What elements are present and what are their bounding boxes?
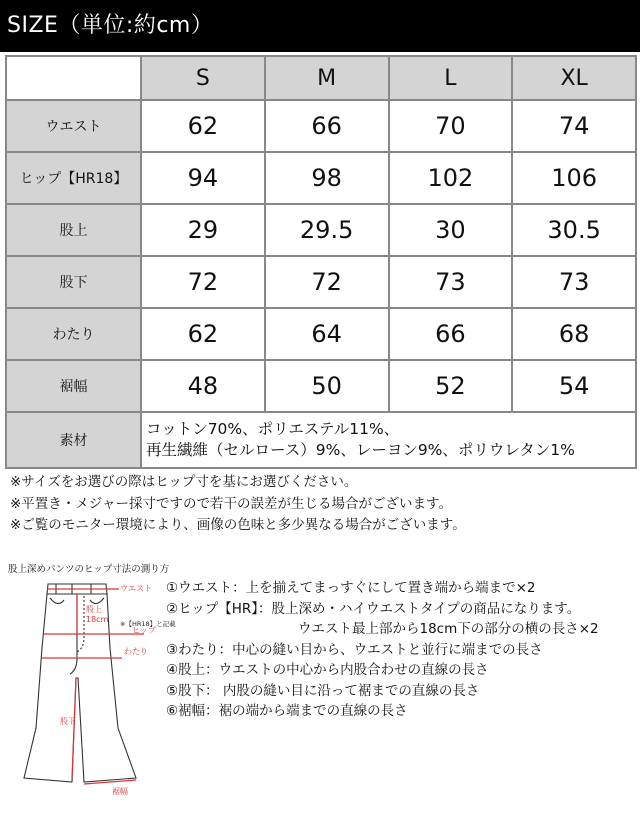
table-cell: 62 bbox=[141, 308, 265, 360]
table-cell: 74 bbox=[512, 100, 636, 152]
material-line-1: コットン70%、ポリエステル11%、 bbox=[146, 420, 400, 438]
label-hem: 裾幅 bbox=[112, 787, 128, 796]
table-row-hem bbox=[6, 360, 636, 412]
explain-inseam: ⑤股下： 内股の縫い目に沿って裾までの直線の長さ bbox=[166, 682, 480, 699]
table-cell: 73 bbox=[512, 256, 636, 308]
table-cell: 54 bbox=[512, 360, 636, 412]
label-thigh: わたり bbox=[124, 647, 148, 656]
table-row-hip bbox=[6, 152, 636, 204]
explain-hip: ②ヒップ【HR】：股上深め・ハイウエストタイプの商品になります。 bbox=[166, 600, 581, 617]
table-row-material bbox=[6, 412, 636, 468]
hem-measure-line bbox=[84, 780, 136, 784]
label-rise: 股上 bbox=[86, 605, 102, 614]
explain-hip-detail: ウエスト最上部から18cm下の部分の横の長さ×2 bbox=[298, 621, 599, 637]
material-line-2: 再生繊維（セルロース）9%、レーヨン9%、ポリウレタン1% bbox=[146, 441, 575, 459]
row-label-hem: 裾幅 bbox=[6, 360, 141, 412]
table-cell: 72 bbox=[141, 256, 265, 308]
measure-explanations bbox=[166, 578, 599, 722]
table-cell: 68 bbox=[512, 308, 636, 360]
note-measurement-error: ※平置き・メジャー採寸ですので若干の誤差が生じる場合がございます。 bbox=[10, 495, 452, 512]
table-row-inseam bbox=[6, 256, 636, 308]
header-corner-cell bbox=[6, 56, 141, 100]
row-label-waist: ウエスト bbox=[6, 100, 141, 152]
label-waist: ウエスト bbox=[120, 584, 152, 593]
note-monitor-color: ※ご覧のモニター環境により、画像の色味と多少異なる場合がございます。 bbox=[10, 517, 466, 533]
table-cell: 106 bbox=[512, 152, 636, 204]
explain-waist: ①ウエスト：上を揃えてまっすぐにして置き端から端まで×2 bbox=[166, 580, 536, 596]
row-label-inseam: 股下 bbox=[6, 256, 141, 308]
table-cell: 72 bbox=[265, 256, 389, 308]
table-cell: 30 bbox=[389, 204, 513, 256]
table-row-waist bbox=[6, 100, 636, 152]
table-cell: 73 bbox=[389, 256, 513, 308]
table-cell: 94 bbox=[141, 152, 265, 204]
label-hr-note: ※【HR18】と記載 bbox=[120, 620, 176, 628]
table-row-rise bbox=[6, 204, 636, 256]
table-cell: 48 bbox=[141, 360, 265, 412]
row-label-rise: 股上 bbox=[6, 204, 141, 256]
table-row-thigh bbox=[6, 308, 636, 360]
size-header-s: S bbox=[141, 56, 265, 100]
size-header-m: M bbox=[265, 56, 389, 100]
table-cell: 30.5 bbox=[512, 204, 636, 256]
measure-guide-title: 股上深めパンツのヒップ寸法の測り方 bbox=[8, 564, 170, 575]
table-cell: 102 bbox=[389, 152, 513, 204]
pants-diagram bbox=[14, 578, 176, 798]
table-cell: 66 bbox=[265, 100, 389, 152]
inseam-measure-line bbox=[72, 678, 76, 778]
pants-outline-icon bbox=[24, 584, 136, 782]
row-label-material: 素材 bbox=[6, 412, 141, 468]
table-cell: 66 bbox=[389, 308, 513, 360]
size-header-row bbox=[6, 56, 636, 100]
table-cell: 62 bbox=[141, 100, 265, 152]
material-text bbox=[141, 412, 636, 468]
table-cell: 98 bbox=[265, 152, 389, 204]
notes bbox=[10, 472, 466, 537]
label-inseam: 股下 bbox=[60, 717, 76, 726]
table-cell: 29 bbox=[141, 204, 265, 256]
row-label-hip: ヒップ【HR18】 bbox=[6, 152, 141, 204]
size-header-l: L bbox=[389, 56, 513, 100]
table-cell: 50 bbox=[265, 360, 389, 412]
explain-thigh: ③わたり：中心の縫い目から、ウエストと並行に端までの長さ bbox=[166, 641, 543, 658]
note-hip-selection: ※サイズをお選びの際はヒップ寸を基にお選びください。 bbox=[10, 474, 358, 490]
table-cell: 29.5 bbox=[265, 204, 389, 256]
table-cell: 70 bbox=[389, 100, 513, 152]
label-rise-18: 18cm bbox=[86, 615, 109, 624]
row-label-thigh: わたり bbox=[6, 308, 141, 360]
label-hip: ヒップ bbox=[132, 626, 156, 635]
size-table bbox=[5, 55, 637, 469]
table-cell: 64 bbox=[265, 308, 389, 360]
explain-rise: ④股上：ウエストの中心から内股合わせの直線の長さ bbox=[166, 662, 489, 678]
explain-hem: ⑥裾幅：裾の端から端までの直線の長さ bbox=[166, 703, 408, 719]
table-cell: 52 bbox=[389, 360, 513, 412]
size-header-xl: XL bbox=[512, 56, 636, 100]
page-title: SIZE（単位:約cm） bbox=[0, 0, 640, 52]
